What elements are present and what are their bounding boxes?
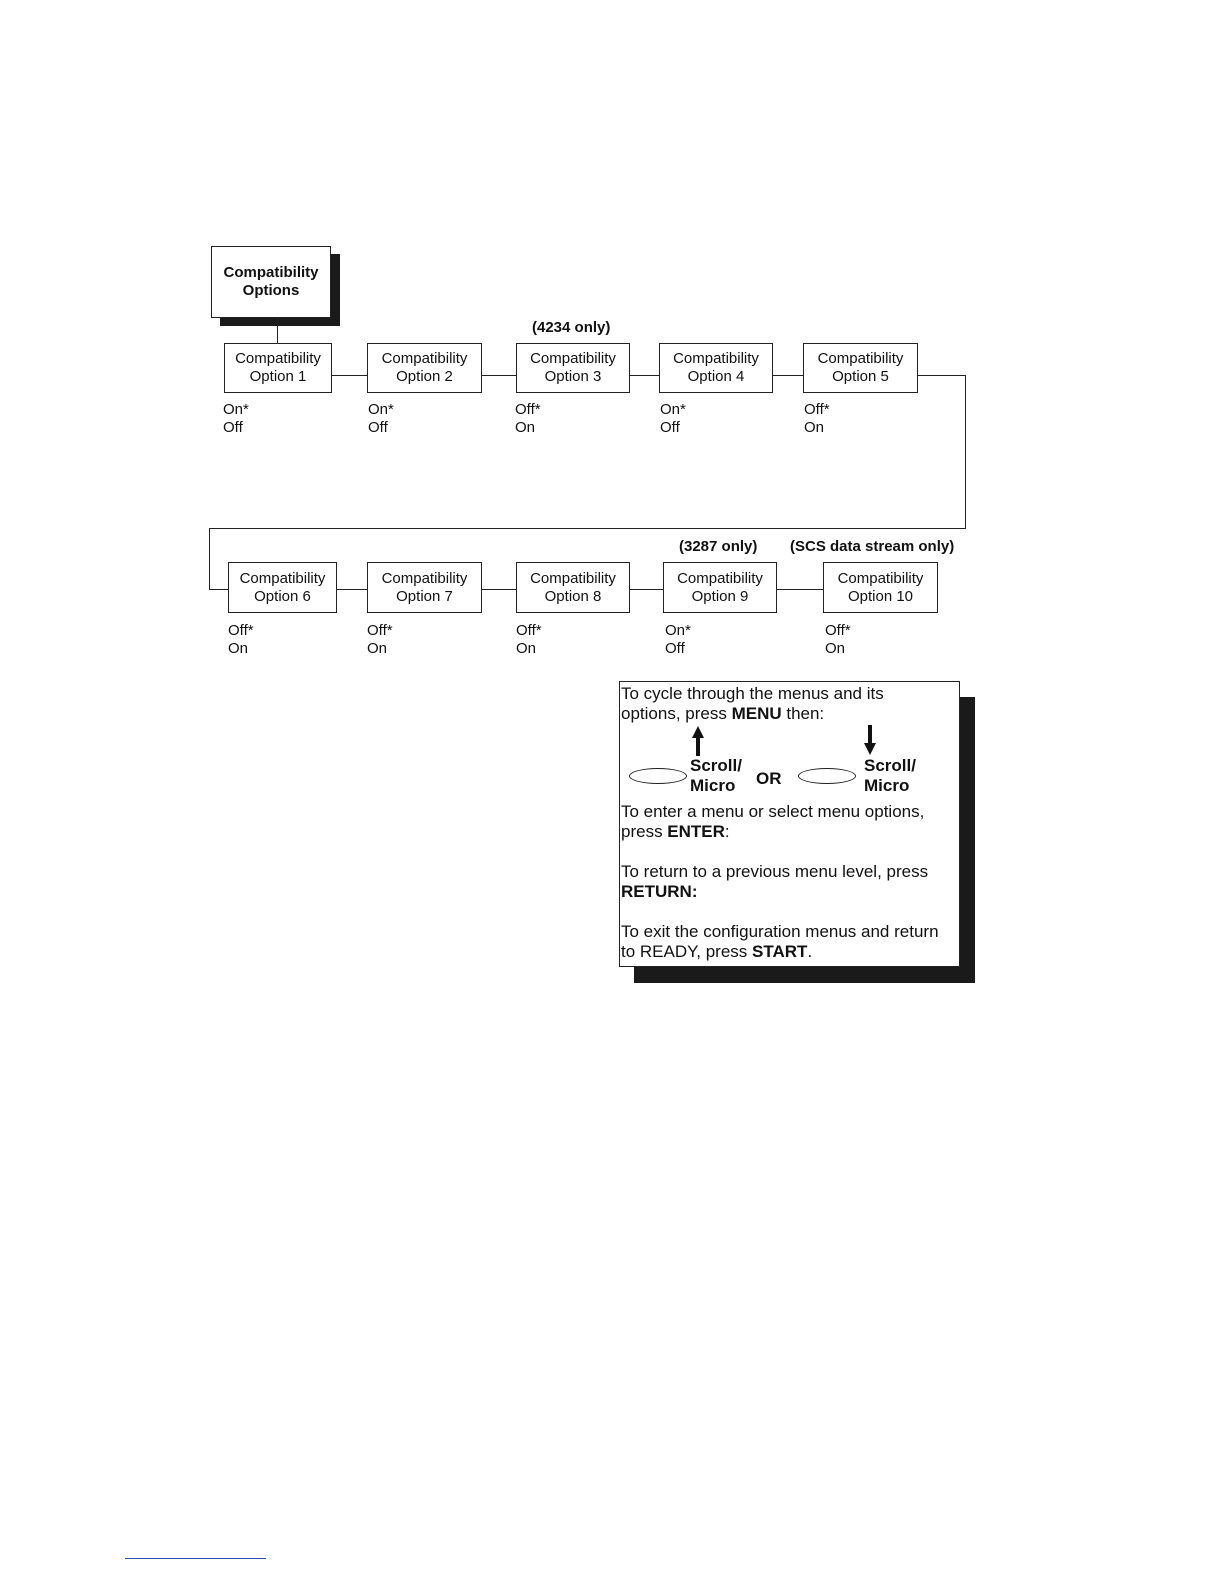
box-option-10 [823, 562, 938, 613]
box-option-9 [663, 562, 777, 613]
value-default: On* [665, 622, 691, 639]
footer-rule [125, 1558, 266, 1559]
box-option-2-line2: Option 2 [396, 368, 453, 385]
scroll-down-label-line2: Micro [864, 776, 910, 795]
note-option-10: (SCS data stream only) [790, 538, 955, 555]
legend-enter-prefix: press [621, 822, 668, 841]
values-option-7 [367, 622, 393, 658]
value-default: Off* [804, 401, 830, 418]
return-key-label: RETURN: [621, 882, 698, 901]
box-option-1 [224, 343, 332, 393]
legend-exit-text [621, 922, 939, 962]
box-option-2-line1: Compatibility [381, 350, 468, 367]
legend-enter-line2 [621, 822, 924, 842]
value-alternate: Off [368, 419, 388, 436]
value-default: Off* [516, 622, 542, 639]
box-option-3-line2: Option 3 [544, 368, 602, 385]
connector-1-2 [331, 375, 368, 376]
connector-6-7 [336, 589, 368, 590]
wrap-connector-down [965, 375, 966, 529]
legend-cycle-line1: To cycle through the menus and its [621, 684, 884, 703]
root-box-line1: Compatibility [223, 264, 319, 281]
values-option-4 [660, 401, 686, 437]
value-alternate: On [228, 640, 249, 657]
wrap-connector-down-left [209, 528, 210, 590]
box-option-2 [367, 343, 482, 393]
value-default: Off* [367, 622, 393, 639]
legend-return-text [621, 862, 928, 902]
legend-enter-line1: To enter a menu or select menu options, [621, 802, 925, 821]
box-option-4-line1: Compatibility [673, 350, 759, 367]
value-default: On* [368, 401, 394, 418]
box-option-3 [516, 343, 630, 393]
box-option-5-line2: Option 5 [832, 368, 889, 385]
value-alternate: On [825, 640, 846, 657]
box-option-4 [659, 343, 773, 393]
wrap-connector-right [917, 375, 966, 376]
value-alternate: Off [660, 419, 680, 436]
value-default: On* [223, 401, 249, 418]
note-option-9: (3287 only) [679, 538, 758, 555]
box-option-4-line2: Option 4 [687, 368, 745, 385]
values-option-9 [665, 622, 691, 658]
box-option-1-line1: Compatibility [235, 350, 321, 367]
connector-8-9 [629, 589, 664, 590]
wrap-connector-into-6 [209, 589, 229, 590]
connector-4-5 [772, 375, 804, 376]
scroll-down-button-icon [798, 768, 856, 784]
box-option-5-line1: Compatibility [817, 350, 904, 367]
box-option-5 [803, 343, 918, 393]
enter-key-label: ENTER [667, 822, 725, 841]
scroll-up-label [690, 756, 742, 796]
box-option-9-line2: Option 9 [691, 587, 749, 605]
scroll-up-label-line2: Micro [690, 776, 736, 795]
scroll-up-button-icon [629, 768, 687, 784]
root-box-compatibility-options [211, 246, 331, 318]
legend-cycle-text [621, 684, 884, 724]
connector-3-4 [629, 375, 660, 376]
values-option-8 [516, 622, 542, 658]
legend-cycle-prefix: options, press [621, 704, 732, 723]
value-alternate: On [516, 640, 537, 657]
value-default: On* [660, 401, 686, 418]
root-connector [277, 318, 278, 343]
wrap-connector-across [209, 528, 966, 529]
legend-cycle-suffix: then: [781, 704, 825, 723]
value-default: Off* [228, 622, 254, 639]
value-alternate: Off [665, 640, 685, 657]
box-option-10-line1: Compatibility [837, 569, 924, 587]
legend-exit-line2 [621, 942, 939, 962]
note-option-3: (4234 only) [532, 319, 611, 336]
value-alternate: On [515, 419, 536, 436]
box-option-6-line2: Option 6 [254, 587, 311, 605]
values-option-1 [223, 401, 249, 437]
box-option-9-line1: Compatibility [677, 569, 763, 587]
box-option-7-line2: Option 7 [396, 587, 453, 605]
box-option-7 [367, 562, 482, 613]
values-option-10 [825, 622, 851, 658]
scroll-up-label-line1: Scroll/ [690, 756, 742, 775]
box-option-8 [516, 562, 630, 613]
box-option-7-line1: Compatibility [381, 569, 468, 587]
start-key-label: START [752, 942, 808, 961]
box-option-8-line1: Compatibility [530, 569, 616, 587]
values-option-6 [228, 622, 254, 658]
values-option-3 [515, 401, 541, 437]
root-box-line2: Options [242, 282, 300, 299]
box-option-3-line1: Compatibility [530, 350, 616, 367]
value-alternate: Off [223, 419, 243, 436]
box-option-8-line2: Option 8 [544, 587, 602, 605]
or-label: OR [756, 769, 782, 788]
legend-exit-line1: To exit the configuration menus and return [621, 922, 939, 941]
menu-key-label: MENU [731, 704, 782, 723]
legend-enter-text [621, 802, 924, 842]
legend-cycle-line2 [621, 704, 884, 724]
connector-2-3 [481, 375, 517, 376]
values-option-5 [804, 401, 830, 437]
value-default: Off* [515, 401, 541, 418]
box-option-6 [228, 562, 337, 613]
legend-box [619, 681, 960, 967]
box-option-10-line2: Option 10 [847, 587, 914, 605]
box-option-6-line1: Compatibility [239, 569, 326, 587]
arrow-down-icon [863, 725, 877, 755]
scroll-down-label-line1: Scroll/ [864, 756, 916, 775]
value-alternate: On [804, 419, 825, 436]
value-alternate: On [367, 640, 388, 657]
legend-exit-suffix: . [807, 942, 813, 961]
arrow-up-icon [691, 726, 705, 756]
values-option-2 [368, 401, 394, 437]
legend-enter-suffix: : [724, 822, 730, 841]
connector-9-10 [776, 589, 824, 590]
value-default: Off* [825, 622, 851, 639]
legend-exit-prefix: to READY, press [621, 942, 753, 961]
connector-7-8 [481, 589, 517, 590]
box-option-1-line2: Option 1 [249, 368, 307, 385]
scroll-down-label [864, 756, 916, 796]
legend-return-line1: To return to a previous menu level, press [621, 862, 929, 881]
